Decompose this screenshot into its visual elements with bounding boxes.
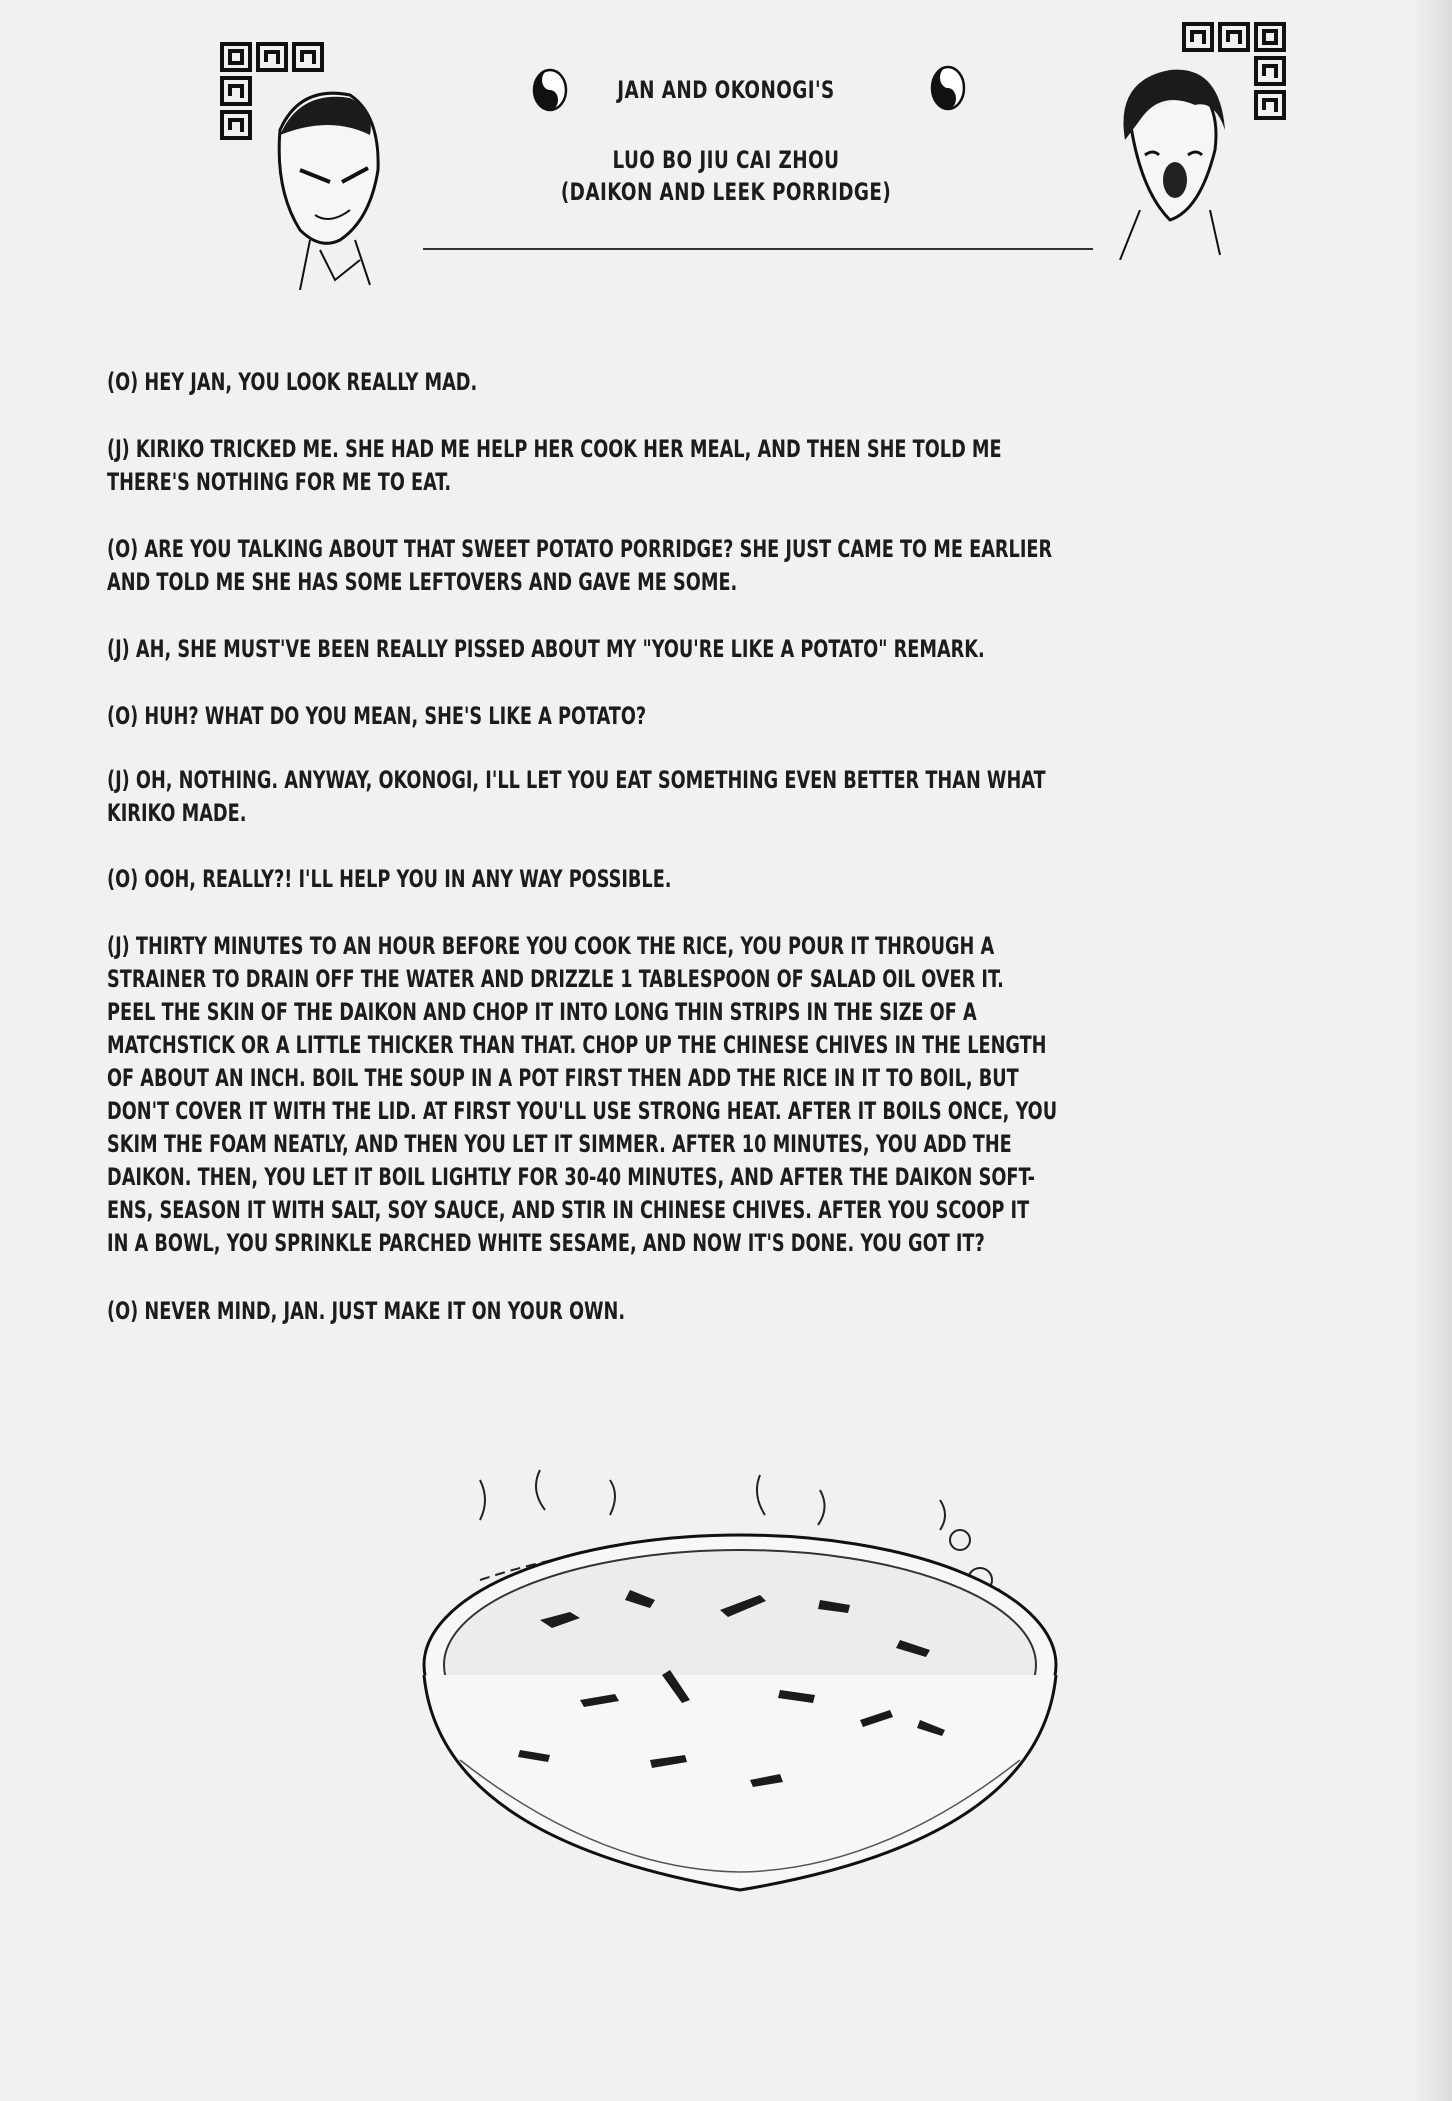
dialogue-line: (J) OH, NOTHING. ANYWAY, OKONOGI, I'LL LET YOU EAT SOMETHING EVEN BETTER THAN WHAT — [107, 766, 1046, 794]
recipe-instruction-line: IN A BOWL, YOU SPRINKLE PARCHED WHITE SESAME, AND NOW IT'S DONE. YOU GOT IT? — [107, 1229, 985, 1257]
recipe-subtitle: (DAIKON AND LEEK PORRIDGE) — [560, 178, 892, 206]
dialogue-line: THERE'S NOTHING FOR ME TO EAT. — [107, 468, 452, 496]
header-divider — [423, 248, 1093, 250]
recipe-instruction-line: MATCHSTICK OR A LITTLE THICKER THAN THAT. CHOP UP THE CHINESE CHIVES IN THE LENGTH — [107, 1031, 1047, 1059]
recipe-instruction-line: SKIM THE FOAM NEATLY, AND THEN YOU LET IT SIMMER. AFTER 10 MINUTES, YOU ADD THE — [107, 1130, 1012, 1158]
recipe-instruction-line: ENS, SEASON IT WITH SALT, SOY SAUCE, AND STIR IN CHINESE CHIVES. AFTER YOU SCOOP IT — [107, 1196, 1030, 1224]
recipe-instruction-line: (J) THIRTY MINUTES TO AN HOUR BEFORE YOU COOK THE RICE, YOU POUR IT THROUGH A — [107, 932, 995, 960]
dialogue-line: (O) HEY JAN, YOU LOOK REALLY MAD. — [107, 368, 478, 396]
dialogue-line: (O) NEVER MIND, JAN. JUST MAKE IT ON YOUR OWN. — [107, 1297, 626, 1325]
recipe-series-title: JAN AND OKONOGI'S — [617, 76, 835, 104]
recipe-instruction-line: OF ABOUT AN INCH. BOIL THE SOUP IN A POT FIRST THEN ADD THE RICE IN IT TO BOIL, BUT — [107, 1064, 1019, 1092]
recipe-instruction-line: DAIKON. THEN, YOU LET IT BOIL LIGHTLY FOR 30-40 MINUTES, AND AFTER THE DAIKON SOFT- — [107, 1163, 1036, 1191]
dialogue-line: AND TOLD ME SHE HAS SOME LEFTOVERS AND GAVE ME SOME. — [107, 568, 738, 596]
dialogue-line: (J) AH, SHE MUST'VE BEEN REALLY PISSED ABOUT MY "YOU'RE LIKE A POTATO" REMARK. — [107, 635, 985, 663]
dialogue-line: (O) HUH? WHAT DO YOU MEAN, SHE'S LIKE A POTATO? — [107, 702, 647, 730]
dialogue-line: (O) OOH, REALLY?! I'LL HELP YOU IN ANY WAY POSSIBLE. — [107, 865, 672, 893]
recipe-instruction-line: STRAINER TO DRAIN OFF THE WATER AND DRIZZLE 1 TABLESPOON OF SALAD OIL OVER IT. — [107, 965, 1004, 993]
recipe-title: LUO BO JIU CAI ZHOU — [612, 146, 840, 174]
dialogue-line: (O) ARE YOU TALKING ABOUT THAT SWEET POTATO PORRIDGE? SHE JUST CAME TO ME EARLIER — [107, 535, 1053, 563]
dialogue-line: KIRIKO MADE. — [107, 799, 247, 827]
character-portrait-okonogi — [1100, 60, 1250, 260]
dialogue-line: (J) KIRIKO TRICKED ME. SHE HAD ME HELP HER COOK HER MEAL, AND THEN SHE TOLD ME — [107, 435, 1002, 463]
page-edge-shadow — [1412, 0, 1452, 2101]
recipe-instruction-line: DON'T COVER IT WITH THE LID. AT FIRST YOU'LL USE STRONG HEAT. AFTER IT BOILS ONCE, YOU — [107, 1097, 1058, 1125]
recipe-instruction-line: PEEL THE SKIN OF THE DAIKON AND CHOP IT INTO LONG THIN STRIPS IN THE SIZE OF A — [107, 998, 977, 1026]
porridge-bowl-illustration — [400, 1460, 1080, 1920]
